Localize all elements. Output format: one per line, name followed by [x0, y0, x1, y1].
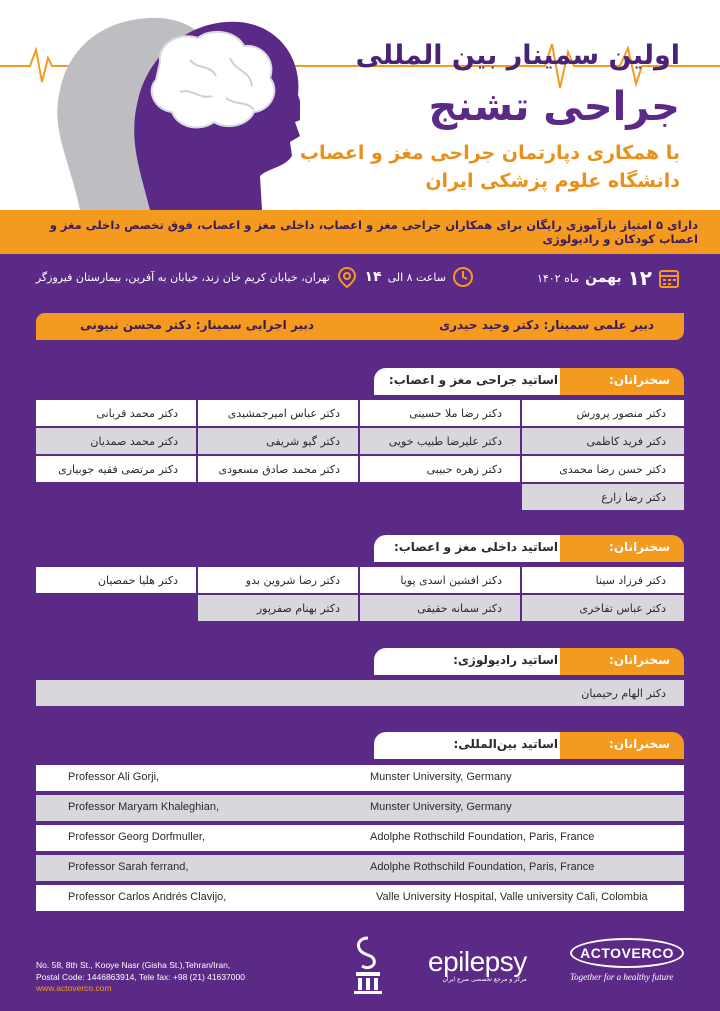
epilepsy-logo-subtext: مرکز و مرجع تخصصی صرع ایران [442, 976, 527, 983]
international-row [36, 855, 684, 881]
international-row [36, 795, 684, 821]
actoverco-tagline: Together for a healthy future [570, 972, 674, 982]
executive-secretary: دبیر اجرایی سمینار: دکتر محسن نبیونی [80, 318, 314, 332]
university-logo-icon [348, 934, 388, 996]
date-year: ماه ۱۴۰۲ [536, 271, 580, 285]
professor-affiliation: Adolphe Rothschild Foundation, Paris, France [370, 861, 595, 873]
subtitle-line-1: با همکاری دپارتمان جراحی مغز و اعصاب [299, 142, 680, 164]
calendar-icon [658, 267, 680, 289]
section-title: اساتید بین‌المللی: [374, 732, 574, 759]
address-line-2: Postal Code: 1446863914, Tele fax: +98 (21) 41637000 [36, 971, 245, 982]
speaker-cell: دکتر علیرضا طبیب خویی [360, 428, 520, 454]
secretaries-bar [36, 313, 684, 340]
speaker-cell: دکتر مرتضی فقیه جوبیاری [36, 456, 196, 482]
website-link[interactable]: www.actoverco.com [36, 983, 112, 993]
speaker-cell: دکتر عباس امیرجمشیدی [198, 400, 358, 426]
subtitle-line-2: دانشگاه علوم پزشکی ایران [425, 170, 680, 192]
title-line-1: اولین سمینار بین المللی [355, 40, 680, 71]
speaker-cell: دکتر بهنام صفرپور [198, 595, 358, 621]
speakers-label: سخنرانان: [560, 732, 684, 759]
speaker-cell: دکتر محمد قربانی [36, 400, 196, 426]
professor-name: Professor Sarah ferrand, [68, 861, 189, 873]
speakers-label: سخنرانان: [560, 535, 684, 562]
speaker-cell: دکتر رضا زارع [522, 484, 684, 510]
epilepsy-logo [428, 946, 527, 983]
professor-affiliation: Adolphe Rothschild Foundation, Paris, France [370, 831, 595, 843]
speakers-label: سخنرانان: [560, 368, 684, 395]
actoverco-logo-text: ACTOVERCO [570, 938, 684, 968]
section-header-neurology [374, 535, 684, 562]
speaker-cell: دکتر عباس تفاخری [522, 595, 684, 621]
speaker-cell: دکتر فرید کاظمی [522, 428, 684, 454]
time-label: ساعت ۸ الی [387, 270, 446, 284]
international-row [36, 765, 684, 791]
speaker-cell: دکتر سمانه حقیقی [360, 595, 520, 621]
title-line-2: جراحی تشنج [428, 84, 680, 130]
speaker-cell: دکتر هلیا حمصیان [36, 567, 196, 593]
clock-icon [452, 266, 474, 288]
speaker-cell: دکتر محمد صادق مسعودی [198, 456, 358, 482]
date-day: ۱۲ [627, 266, 652, 290]
professor-affiliation: Munster University, Germany [370, 771, 512, 783]
epilepsy-logo-text: epilepsy [428, 946, 527, 977]
footer [0, 922, 720, 1011]
speaker-cell: دکتر رضا ملا حسینی [360, 400, 520, 426]
location-pin-icon [336, 266, 358, 288]
address-text: تهران، خیابان کریم خان زند، خیابان به آفرین، بیمارستان فیروزگر [35, 270, 330, 284]
professor-name: Professor Ali Gorji, [68, 771, 160, 783]
scientific-secretary: دبیر علمی سمینار: دکتر وحید حیدری [439, 318, 654, 332]
section-title: اساتید رادیولوژی: [374, 648, 574, 675]
date-info [537, 266, 680, 290]
international-row [36, 825, 684, 851]
section-title: اساتید داخلی مغز و اعصاب: [374, 535, 574, 562]
speaker-cell: دکتر حسن رضا محمدی [522, 456, 684, 482]
professor-name: Professor Georg Dorfmuller, [68, 831, 205, 843]
professor-affiliation: Valle University Hospital, Valle university Cali, Colombia [376, 891, 648, 903]
header [0, 0, 720, 210]
speaker-cell: دکتر الهام رحیمیان [36, 680, 684, 706]
professor-affiliation: Munster University, Germany [370, 801, 512, 813]
speaker-cell: دکتر گیو شریفی [198, 428, 358, 454]
footer-address [36, 960, 245, 995]
time-info [364, 266, 474, 288]
speakers-label: سخنرانان: [560, 648, 684, 675]
professor-name: Professor Carlos Andrés Clavijo, [68, 891, 227, 903]
heads-brain-icon [40, 0, 300, 210]
speaker-cell: دکتر محمد صمدیان [36, 428, 196, 454]
address-info [36, 266, 358, 288]
date-month: بهمن [585, 270, 622, 286]
address-line-1: No. 58, 8th St., Kooye Nasr (Gisha St.),Tehran/Iran, [36, 960, 231, 970]
speaker-cell: دکتر فرزاد سینا [522, 567, 684, 593]
speaker-cell: دکتر افشین اسدی پویا [360, 567, 520, 593]
professor-name: Professor Maryam Khaleghian, [68, 801, 220, 813]
credit-banner: دارای ۵ امتیاز بازآموزی رایگان برای همکاران جراحی مغز و اعصاب، داخلی مغز و اعصاب، فوق تخصص داخلی مغز و اعصاب کودکان و رادیولوژی [0, 210, 720, 254]
actoverco-logo [570, 938, 684, 982]
section-header-neurosurgery [374, 368, 684, 395]
event-info [0, 262, 720, 302]
speaker-cell: دکتر رضا شروین بدو [198, 567, 358, 593]
section-title: اساتید جراحی مغز و اعصاب: [374, 368, 574, 395]
speaker-cell: دکتر زهره حبیبی [360, 456, 520, 482]
section-header-international [374, 732, 684, 759]
speaker-cell: دکتر منصور پرورش [522, 400, 684, 426]
international-row [36, 885, 684, 911]
section-header-radiology [374, 648, 684, 675]
time-end: ۱۴ [364, 269, 382, 285]
